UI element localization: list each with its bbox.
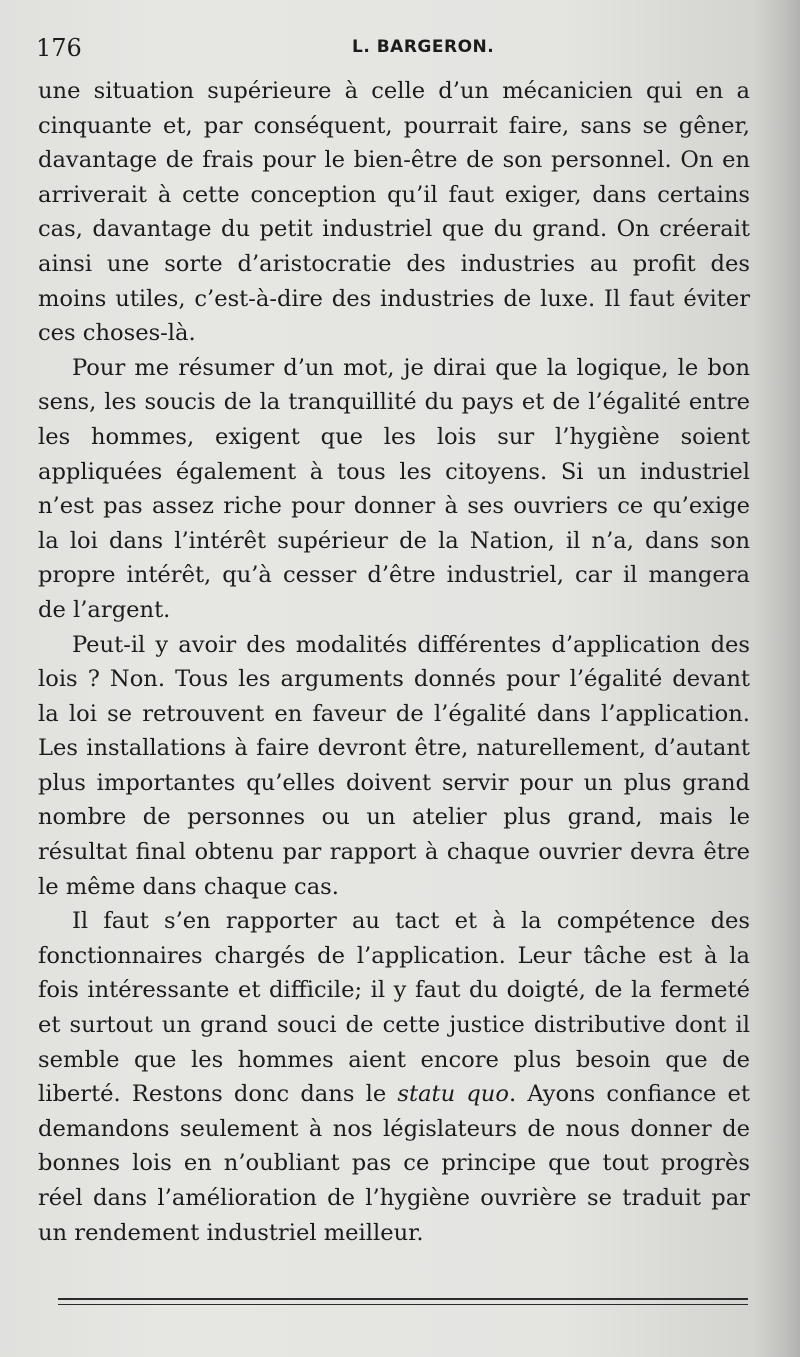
paragraph bbox=[38, 904, 750, 1250]
page-header bbox=[36, 34, 746, 68]
footer-rule bbox=[58, 1298, 748, 1300]
page-number: 176 bbox=[36, 34, 82, 62]
paragraph: Pour me résumer d’un mot, je dirai que la logique, le bon sens, les soucis de la tranquillité du pays et de l’égalité entre les hommes, exigent que les lois sur l’hygiène soient appliquées également à tous les citoyens. Si un industriel n’est pas assez riche pour donner à ses ouvriers ce qu’exige la loi dans l’intérêt supérieur de la Nation, il n’a, dans son propre intérêt, qu’à cesser d’être industriel, car il mangera de l’argent. bbox=[38, 354, 750, 623]
body-text bbox=[38, 74, 750, 1250]
italic-phrase: statu quo bbox=[397, 1081, 509, 1108]
paragraph: Peut-il y avoir des modalités différentes d’application des lois ? Non. Tous les arguments donnés pour l’égalité devant la loi se retrouvent en faveur de l’égalité dans l’application. Les installations à faire devront être, naturellement, d’autant plus importantes qu’elles doivent servir pour un plus grand nombre de personnes ou un atelier plus grand, mais le résultat final obtenu par rapport à chaque ouvrier devra être le même dans chaque cas. bbox=[38, 631, 750, 900]
footer-rule-thin bbox=[58, 1304, 748, 1305]
paragraph-text: Il faut s’en rapporter au tact et à la compétence des fonctionnaires chargés de l’application. Leur tâche est à la fois intéressante et difficile; il y faut du doigté, de la fermeté et surtout un grand souci de cette justice distributive dont il semble que les hommes aient encore plus besoin que de liberté. Restons donc dans le bbox=[38, 908, 750, 1108]
paragraph-text: . Ayons confiance et demandons seulement à nos législateurs de nous donner de bonnes lois en n’oubliant pas ce principe que tout progrès réel dans l’amélioration de l’hygiène ouvrière se traduit par un rendement industriel meilleur. bbox=[38, 1081, 750, 1246]
running-head: L. BARGERON. bbox=[352, 37, 495, 57]
paragraph: une situation supérieure à celle d’un mécanicien qui en a cinquante et, par conséquent, pourrait faire, sans se gêner, davantage de frais pour le bien-être de son personnel. On en arriverait à cette conception qu’il faut exiger, dans certains cas, davantage du petit industriel que du grand. On créerait ainsi une sorte d’aristocratie des industries au profit des moins utiles, c’est-à-dire des industries de luxe. Il faut éviter ces choses-là. bbox=[38, 78, 750, 347]
